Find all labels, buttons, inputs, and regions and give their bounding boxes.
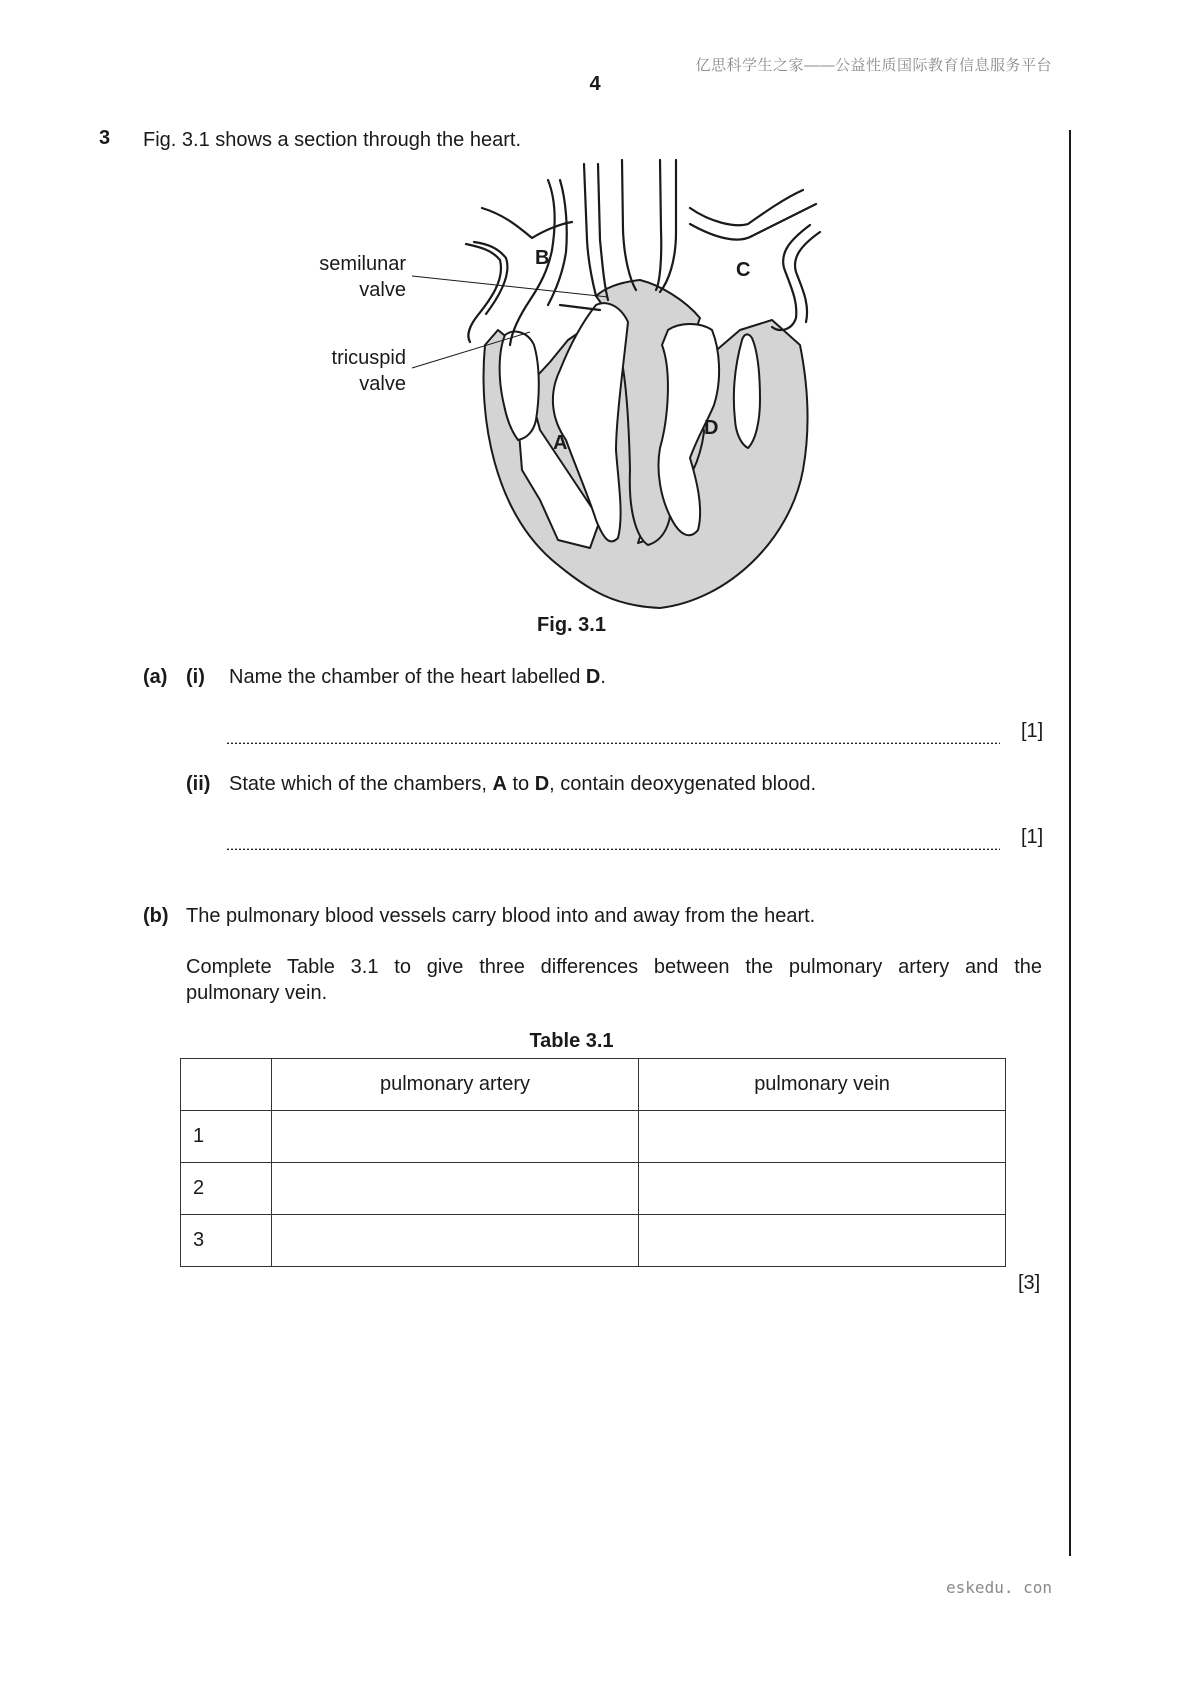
left-vessel-curve-2 [795, 232, 820, 322]
row-number: 2 [181, 1163, 272, 1215]
label-tricuspid-line1: tricuspid [331, 347, 406, 369]
part-a-ii-text-mid: to [506, 773, 535, 795]
pulmonary-artery-right [656, 160, 661, 290]
semilunar-leader-line [412, 276, 608, 297]
table-header-artery: pulmonary artery [272, 1059, 639, 1111]
vein-answer-cell[interactable] [639, 1111, 1006, 1163]
answer-line-a-ii[interactable] [226, 848, 1000, 850]
vena-cava-inner-2 [548, 180, 567, 305]
superior-vena-cava [482, 208, 572, 238]
table-row [181, 1215, 1006, 1267]
label-semilunar-line1: semilunar [319, 253, 406, 275]
row-number: 1 [181, 1111, 272, 1163]
part-a-i-text-bold: D [585, 666, 601, 688]
differences-table [180, 1058, 1006, 1267]
table-header-vein: pulmonary vein [639, 1059, 1006, 1111]
row-number: 3 [181, 1215, 272, 1267]
label-c: C [736, 259, 751, 281]
table-header-blank [181, 1059, 272, 1111]
label-a: A [553, 432, 568, 454]
pulmonary-artery-far [660, 160, 676, 292]
part-a-i-label: (i) [186, 666, 205, 688]
part-b-text1: The pulmonary blood vessels carry blood into and away from the heart. [186, 905, 816, 927]
heart-diagram [0, 150, 1190, 640]
part-a-label: (a) [143, 666, 168, 688]
mark-a-ii: [1] [1021, 826, 1044, 848]
page-number: 4 [589, 73, 601, 95]
pulmonary-artery-left [622, 160, 636, 290]
artery-answer-cell[interactable] [272, 1215, 639, 1267]
part-a-ii-text [229, 771, 816, 797]
question-intro: Fig. 3.1 shows a section through the heart. [143, 129, 521, 151]
vein-answer-cell[interactable] [639, 1215, 1006, 1267]
label-b: B [535, 247, 550, 269]
figure-caption: Fig. 3.1 [537, 614, 606, 636]
mark-b: [3] [1018, 1272, 1041, 1294]
vein-answer-cell[interactable] [639, 1163, 1006, 1215]
artery-answer-cell[interactable] [272, 1111, 639, 1163]
label-tricuspid-line2: valve [359, 373, 406, 395]
table-header-row [181, 1059, 1006, 1111]
part-a-i-text [229, 664, 606, 690]
part-b-label: (b) [143, 905, 169, 927]
part-a-ii-bold-d: D [534, 773, 550, 795]
table-row [181, 1163, 1006, 1215]
right-pulmonary-vein-upper [466, 244, 501, 342]
label-semilunar-line2: valve [359, 279, 406, 301]
table-title: Table 3.1 [529, 1030, 614, 1052]
mark-a-i: [1] [1021, 720, 1044, 742]
part-a-i-text-after: . [600, 666, 606, 688]
header-site-text: 亿思科学生之家——公益性质国际教育信息服务平台 [695, 57, 1052, 74]
part-a-ii-label: (ii) [186, 773, 211, 795]
table-row [181, 1111, 1006, 1163]
artery-answer-cell[interactable] [272, 1163, 639, 1215]
part-b-text2-line1: Complete Table 3.1 to give three differences between the pulmonary artery and the [186, 956, 1042, 978]
left-vessel-curve [772, 225, 810, 330]
aorta-left-wall [584, 164, 596, 296]
question-number: 3 [99, 127, 111, 149]
part-a-ii-bold-a: A [492, 773, 507, 795]
part-b-text2-line2: pulmonary vein. [186, 982, 328, 1004]
aorta-left-wall-inner [598, 164, 608, 300]
part-a-ii-text-before: State which of the chambers, [229, 773, 493, 795]
answer-line-a-i[interactable] [226, 742, 1000, 744]
part-a-ii-text-after: , contain deoxygenated blood. [549, 773, 817, 795]
footer-site: eskedu. con [946, 1578, 1052, 1597]
chamber-a-cavity [553, 303, 628, 541]
label-d: D [704, 417, 719, 439]
part-a-i-text-before: Name the chamber of the heart labelled [229, 666, 586, 688]
